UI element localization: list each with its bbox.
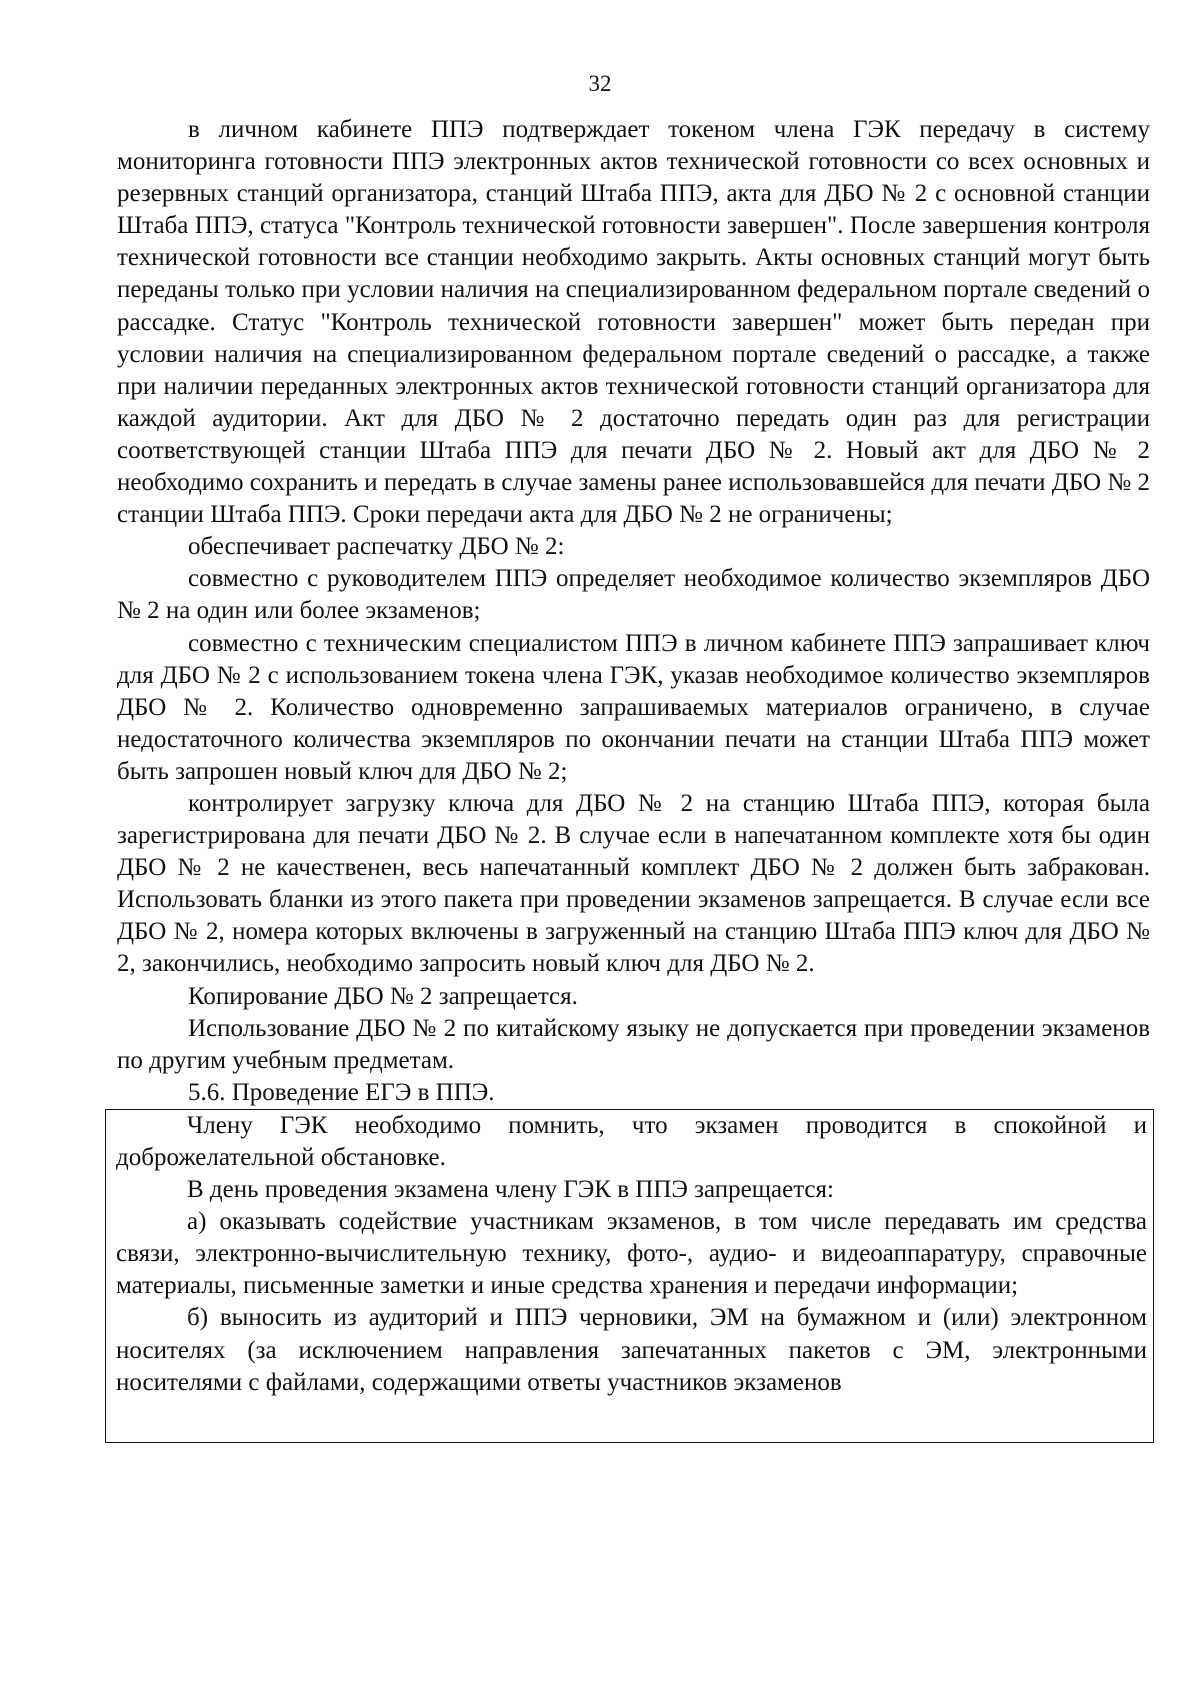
document-body (117, 114, 1150, 1443)
boxed-paragraph-prohibited-intro: В день проведения экзамена члену ГЭК в ППЭ запрещается: (187, 1176, 834, 1204)
paragraph-chinese-language: Использование ДБО № 2 по китайскому языку не допускается при проведении экзаменов по другим учебным предметам. (117, 1014, 1150, 1074)
boxed-notice (105, 1109, 1154, 1443)
paragraph-request-key: совместно с техническим специалистом ППЭ в личном кабинете ППЭ запрашивает ключ для ДБО № 2 с использованием токена члена ГЭК, указав необходимое количество экземпляров ДБО № 2. Количество одновременно запрашиваемых материалов ограничено, в случае недостаточного количества экземпляров по окончании печати на станции Штаба ППЭ может быть запрошен новый ключ для ДБО № 2; (117, 629, 1150, 785)
section-heading-5-6: 5.6. Проведение ЕГЭ в ППЭ. (188, 1078, 495, 1106)
paragraph-ppe-cabinet: в личном кабинете ППЭ подтверждает токеном члена ГЭК передачу в систему мониторинга готовности ППЭ электронных актов технической готовности со всех основных и резервных станций организатора, станций Штаба ППЭ, акта для ДБО № 2 с основной станции Штаба ППЭ, статуса "Контроль технической готовности завершен". После завершения контроля технической готовности все станции необходимо закрыть. Акты основных станций могут быть переданы только при условии наличия на специализированном федеральном портале сведений о рассадке. Статус "Контроль технической готовности завершен" может быть передан при условии наличия на специализированном федеральном портале сведений о рассадке, а также при наличии переданных электронных актов технической готовности станций организатора для каждой аудитории. Акт для ДБО № 2 достаточно передать один раз для регистрации соответствующей станции Штаба ППЭ для печати ДБО № 2. Новый акт для ДБО № 2 необходимо сохранить и передать в случае замены ранее использовавшейся для печати ДБО № 2 станции Штаба ППЭ. Сроки передачи акта для ДБО № 2 не ограничены; (117, 116, 1150, 529)
page-number: 32 (588, 71, 612, 96)
paragraph-copies-count: совместно с руководителем ППЭ определяет необходимое количество экземпляров ДБО № 2 на один или более экзаменов; (117, 565, 1150, 625)
boxed-paragraph-item-b: б) выносить из аудиторий и ППЭ черновики, ЭМ на бумажном и (или) электронном носителях (за исключением направления запечатанных пакетов с ЭМ, электронными носителями с файлами, содержащими ответы участников экзаменов (116, 1304, 1147, 1396)
paragraph-key-loading: контролирует загрузку ключа для ДБО № 2 на станцию Штаба ППЭ, которая была зарегистрирована для печати ДБО № 2. В случае если в напечатанном комплекте хотя бы один ДБО № 2 не качественен, весь напечатанный комплект ДБО № 2 должен быть забракован. Использовать бланки из этого пакета при проведении экзаменов запрещается. В случае если все ДБО № 2, номера которых включены в загруженный на станцию Штаба ППЭ ключ для ДБО № 2, закончились, необходимо запросить новый ключ для ДБО № 2. (117, 789, 1150, 978)
paragraph-printing-dbo: обеспечивает распечатку ДБО № 2: (188, 533, 565, 561)
boxed-paragraph-calm-atmosphere: Члену ГЭК необходимо помнить, что экзамен проводится в спокойной и доброжелательной обстановке. (116, 1111, 1147, 1171)
paragraph-copy-forbidden: Копирование ДБО № 2 запрещается. (188, 982, 578, 1010)
boxed-paragraph-item-a: а) оказывать содействие участникам экзаменов, в том числе передавать им средства связи, электронно-вычислительную технику, фото-, аудио- и видеоаппаратуру, справочные материалы, письменные заметки и иные средства хранения и передачи информации; (116, 1208, 1147, 1300)
